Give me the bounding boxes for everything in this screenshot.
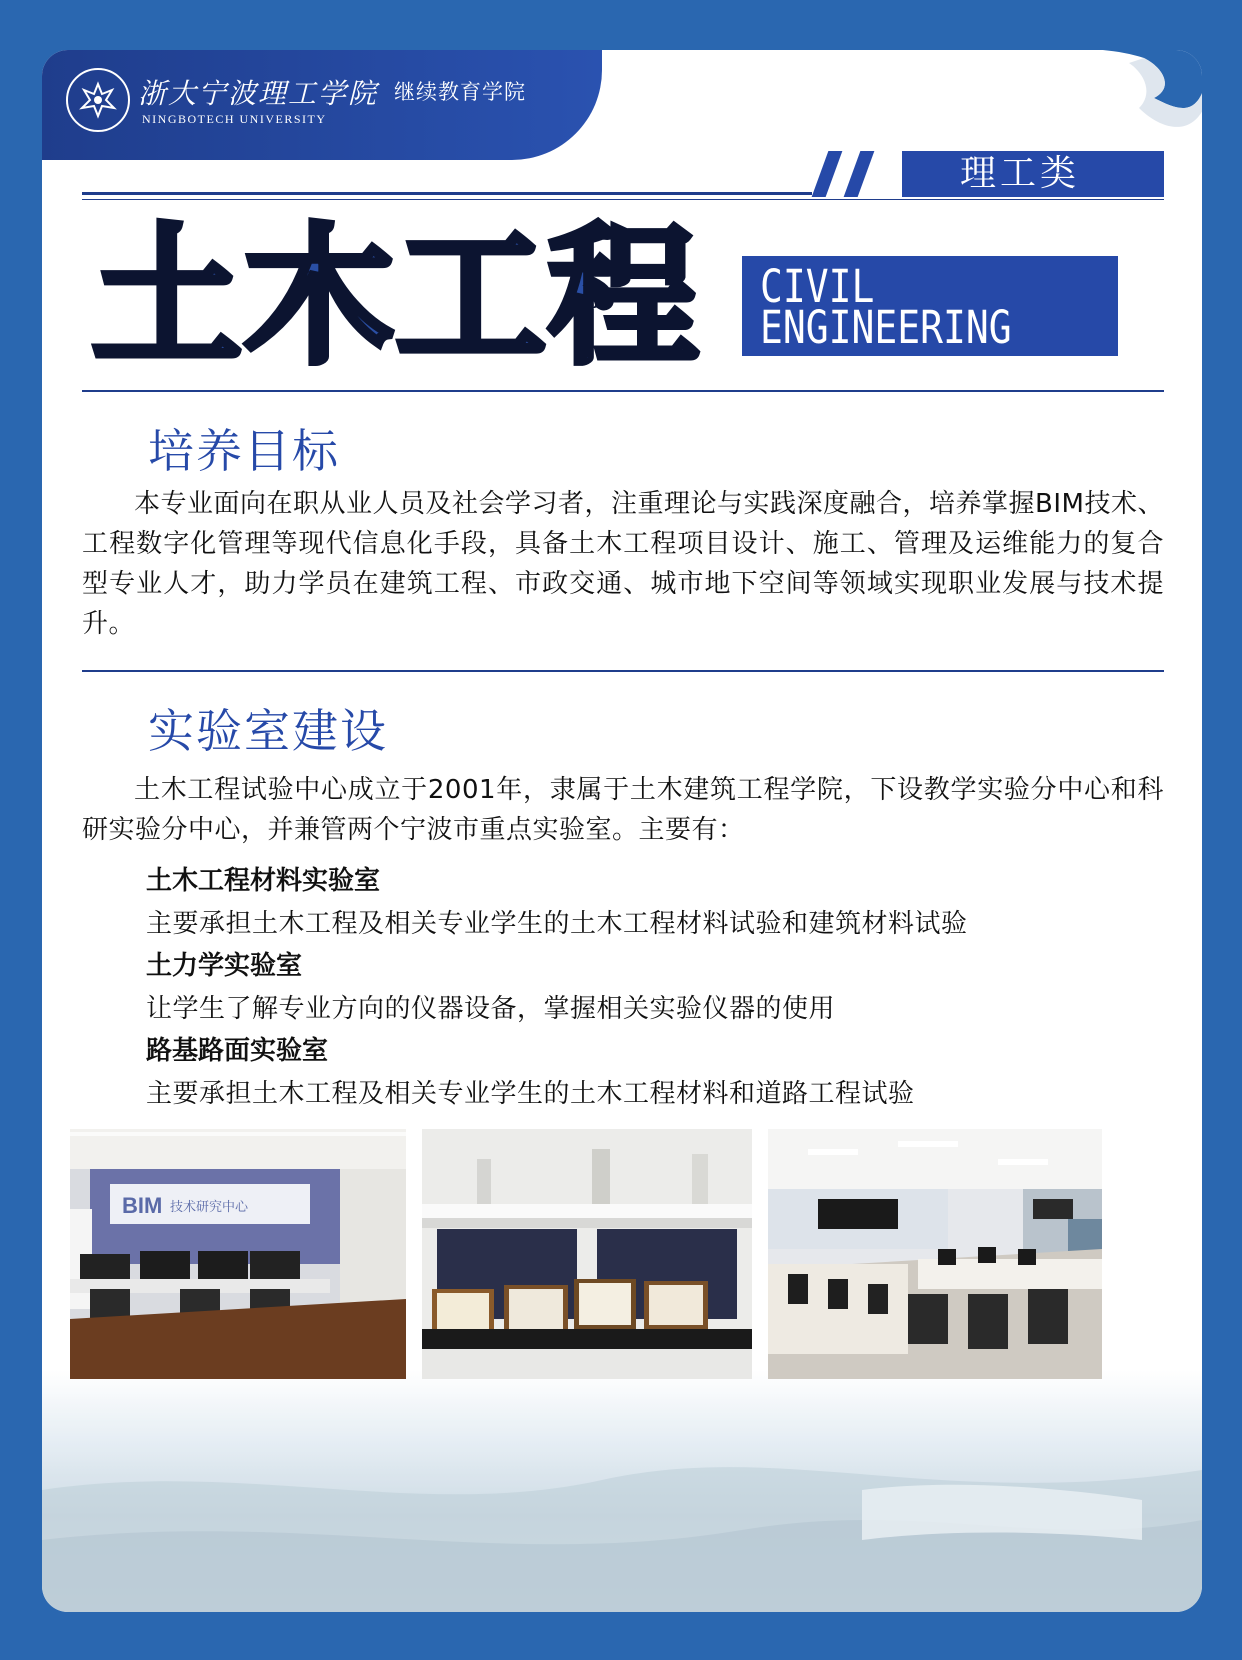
english-title-box (742, 256, 1118, 356)
divider (82, 192, 812, 195)
lab-photo-computer-room (768, 1129, 1102, 1379)
university-name-en: NINGBOTECH UNIVERSITY (142, 112, 327, 126)
bim-sign-cn: 技术研究中心 (170, 1200, 249, 1215)
labs-intro-paragraph: 土木工程试验中心成立于2001年，隶属于土木建筑工程学院，下设教学实验分中心和科研实验分中心，并兼管两个宁波市重点实验室。主要有： (82, 775, 1164, 845)
page-title: 土木工程 (92, 211, 701, 385)
header-banner (42, 50, 602, 160)
category-bar (82, 151, 1164, 211)
divider (82, 670, 1164, 672)
section-title-goals: 培养目标 (148, 424, 340, 478)
lab-photo-bim-center (70, 1129, 406, 1379)
slash-decoration (812, 151, 843, 197)
lab-description: 让学生了解专业方向的仪器设备，掌握相关实验仪器的使用 (146, 994, 836, 1024)
slash-decoration (844, 151, 875, 197)
campus-background-image (42, 1370, 1202, 1612)
lab-description: 主要承担土木工程及相关专业学生的土木工程材料和道路工程试验 (146, 1079, 915, 1109)
divider (82, 199, 1164, 200)
lab-name: 土木工程材料实验室 (146, 866, 381, 896)
bim-sign-text: BIM (122, 1193, 163, 1218)
lab-description: 主要承担土木工程及相关专业学生的土木工程材料试验和建筑材料试验 (146, 909, 968, 939)
divider (82, 390, 1164, 392)
english-title-line1: CIVIL (760, 260, 875, 313)
department-name: 继续教育学院 (394, 80, 526, 104)
lab-name: 路基路面实验室 (146, 1036, 329, 1066)
lab-photo-certificates (422, 1129, 752, 1379)
category-label: 理工类 (902, 151, 1164, 197)
section-title-labs: 实验室建设 (148, 704, 388, 758)
university-name-cn: 浙大宁波理工学院 (138, 77, 379, 110)
university-emblem-icon (66, 68, 130, 132)
lab-name: 土力学实验室 (146, 951, 303, 981)
english-title-line2: ENGINEERING (760, 300, 1012, 354)
english-title (760, 260, 1012, 354)
goals-paragraph: 本专业面向在职从业人员及社会学习者，注重理论与实践深度融合，培养掌握BIM技术、工程数字化管理等现代信息化手段，具备土木工程项目设计、施工、管理及运维能力的复合型专业人才，助力学员在建筑工程、市政交通、城市地下空间等领域实现职业发展与技术提升。 (82, 489, 1164, 639)
poster-card (42, 50, 1202, 1612)
